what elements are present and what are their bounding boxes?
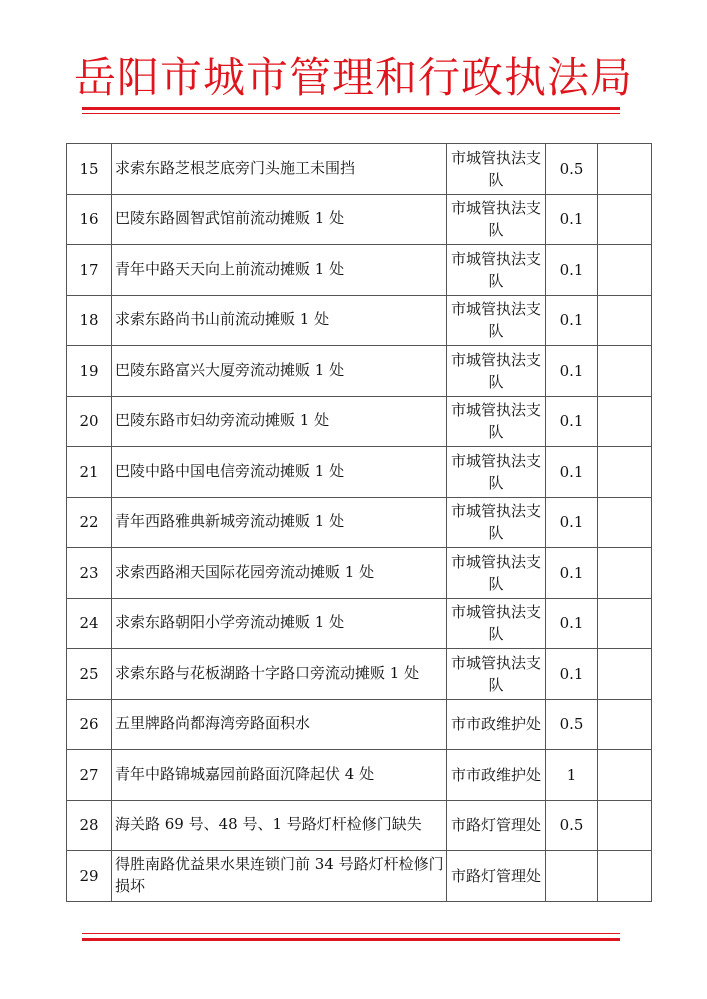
note-cell: [598, 548, 652, 599]
table-row: [67, 699, 652, 750]
description-cell: [112, 194, 447, 245]
table-row: [67, 497, 652, 548]
responsible-unit-text: 市城管执法支队: [451, 653, 542, 694]
deduction-score-cell: 1: [546, 750, 598, 801]
description-cell: [112, 245, 447, 296]
row-number-cell: 22: [67, 497, 112, 548]
table-row: [67, 851, 652, 902]
deduction-score-cell: 0.1: [546, 245, 598, 296]
description-cell: [112, 497, 447, 548]
responsible-unit-cell: [447, 800, 546, 851]
responsible-unit-cell: [447, 649, 546, 700]
note-cell: [598, 245, 652, 296]
description-text: 求索东路与花板湖路十字路口旁流动摊贩 1 处: [115, 663, 420, 682]
responsible-unit-text: 市城管执法支队: [451, 451, 542, 492]
row-number-cell: 29: [67, 851, 112, 902]
deduction-score-cell: 0.5: [546, 800, 598, 851]
description-text: 青年中路天天向上前流动摊贩 1 处: [115, 259, 345, 278]
deduction-score-cell: 0.1: [546, 548, 598, 599]
note-cell: [598, 699, 652, 750]
description-text: 求索东路芝根芝底旁门头施工未围挡: [115, 158, 356, 177]
responsible-unit-cell: [447, 245, 546, 296]
deduction-score-cell: 0.1: [546, 295, 598, 346]
note-cell: [598, 497, 652, 548]
note-cell: [598, 346, 652, 397]
responsible-unit-cell: [447, 750, 546, 801]
row-number-cell: 26: [67, 699, 112, 750]
note-cell: [598, 750, 652, 801]
responsible-unit-cell: [447, 447, 546, 498]
description-text: 青年西路雅典新城旁流动摊贩 1 处: [115, 512, 345, 531]
row-number-cell: 25: [67, 649, 112, 700]
deduction-score-cell: [546, 851, 598, 902]
description-text: 求索东路朝阳小学旁流动摊贩 1 处: [115, 613, 345, 632]
row-number-cell: 15: [67, 144, 112, 195]
row-number-cell: 23: [67, 548, 112, 599]
note-cell: [598, 447, 652, 498]
responsible-unit-cell: [447, 548, 546, 599]
responsible-unit-cell: [447, 497, 546, 548]
responsible-unit-text: 市城管执法支队: [451, 199, 542, 240]
note-cell: [598, 396, 652, 447]
deduction-score-cell: 0.1: [546, 447, 598, 498]
footer-rule-thick: [82, 938, 620, 941]
responsible-unit-cell: [447, 699, 546, 750]
note-cell: [598, 144, 652, 195]
description-text: 五里牌路尚都海湾旁路面积水: [115, 714, 311, 733]
description-text: 求索东路尚书山前流动摊贩 1 处: [115, 310, 330, 329]
header-rule-thin: [82, 113, 620, 114]
responsible-unit-text: 市路灯管理处: [451, 866, 542, 885]
description-text: 求索西路湘天国际花园旁流动摊贩 1 处: [115, 562, 375, 581]
responsible-unit-text: 市城管执法支队: [451, 249, 542, 290]
table-row: [67, 800, 652, 851]
table-row: [67, 396, 652, 447]
table-row: [67, 750, 652, 801]
responsible-unit-cell: [447, 346, 546, 397]
responsible-unit-text: 市路灯管理处: [451, 816, 542, 835]
responsible-unit-text: 市市政维护处: [451, 715, 542, 734]
description-cell: [112, 144, 447, 195]
responsible-unit-text: 市城管执法支队: [451, 350, 542, 391]
responsible-unit-cell: [447, 194, 546, 245]
responsible-unit-text: 市城管执法支队: [451, 300, 542, 341]
table-row: [67, 447, 652, 498]
row-number-cell: 17: [67, 245, 112, 296]
deduction-score-cell: 0.5: [546, 144, 598, 195]
deduction-score-cell: 0.1: [546, 396, 598, 447]
responsible-unit-text: 市城管执法支队: [451, 603, 542, 644]
note-cell: [598, 598, 652, 649]
responsible-unit-text: 市市政维护处: [451, 765, 542, 784]
description-cell: [112, 447, 447, 498]
description-text: 得胜南路优益果水果连锁门前 34 号路灯杆检修门损坏: [115, 854, 444, 895]
description-cell: [112, 346, 447, 397]
description-text: 巴陵中路中国电信旁流动摊贩 1 处: [115, 461, 345, 480]
description-text: 海关路 69 号、48 号、1 号路灯杆检修门缺失: [115, 815, 422, 834]
responsible-unit-cell: [447, 851, 546, 902]
responsible-unit-cell: [447, 396, 546, 447]
row-number-cell: 21: [67, 447, 112, 498]
document-header-title: 岳阳市城市管理和行政执法局: [73, 53, 633, 102]
table-row: [67, 245, 652, 296]
responsible-unit-cell: [447, 144, 546, 195]
row-number-cell: 19: [67, 346, 112, 397]
note-cell: [598, 851, 652, 902]
description-cell: [112, 750, 447, 801]
responsible-unit-text: 市城管执法支队: [451, 502, 542, 543]
table-row: [67, 295, 652, 346]
responsible-unit-cell: [447, 598, 546, 649]
row-number-cell: 20: [67, 396, 112, 447]
description-cell: [112, 800, 447, 851]
header-rule-thick: [82, 107, 620, 110]
deduction-score-cell: 0.5: [546, 699, 598, 750]
note-cell: [598, 194, 652, 245]
footer-rule-thin: [82, 933, 620, 934]
responsible-unit-cell: [447, 295, 546, 346]
deduction-score-cell: 0.1: [546, 598, 598, 649]
description-cell: [112, 598, 447, 649]
description-text: 巴陵东路市妇幼旁流动摊贩 1 处: [115, 411, 330, 430]
responsible-unit-text: 市城管执法支队: [451, 401, 542, 442]
description-cell: [112, 295, 447, 346]
table-row: [67, 649, 652, 700]
deduction-score-cell: 0.1: [546, 497, 598, 548]
table-row: [67, 346, 652, 397]
row-number-cell: 24: [67, 598, 112, 649]
row-number-cell: 28: [67, 800, 112, 851]
description-text: 巴陵东路圆智武馆前流动摊贩 1 处: [115, 209, 345, 228]
table-row: [67, 548, 652, 599]
row-number-cell: 18: [67, 295, 112, 346]
description-text: 巴陵东路富兴大厦旁流动摊贩 1 处: [115, 360, 345, 379]
deduction-score-cell: 0.1: [546, 649, 598, 700]
description-cell: [112, 851, 447, 902]
description-cell: [112, 396, 447, 447]
responsible-unit-text: 市城管执法支队: [451, 552, 542, 593]
description-cell: [112, 649, 447, 700]
responsible-unit-text: 市城管执法支队: [451, 148, 542, 189]
deduction-score-cell: 0.1: [546, 194, 598, 245]
record-table: [66, 143, 652, 902]
description-text: 青年中路锦城嘉园前路面沉降起伏 4 处: [115, 764, 375, 783]
row-number-cell: 27: [67, 750, 112, 801]
row-number-cell: 16: [67, 194, 112, 245]
note-cell: [598, 295, 652, 346]
record-table-body: [67, 144, 652, 902]
table-row: [67, 194, 652, 245]
note-cell: [598, 649, 652, 700]
note-cell: [598, 800, 652, 851]
description-cell: [112, 548, 447, 599]
deduction-score-cell: 0.1: [546, 346, 598, 397]
table-row: [67, 144, 652, 195]
description-cell: [112, 699, 447, 750]
table-row: [67, 598, 652, 649]
